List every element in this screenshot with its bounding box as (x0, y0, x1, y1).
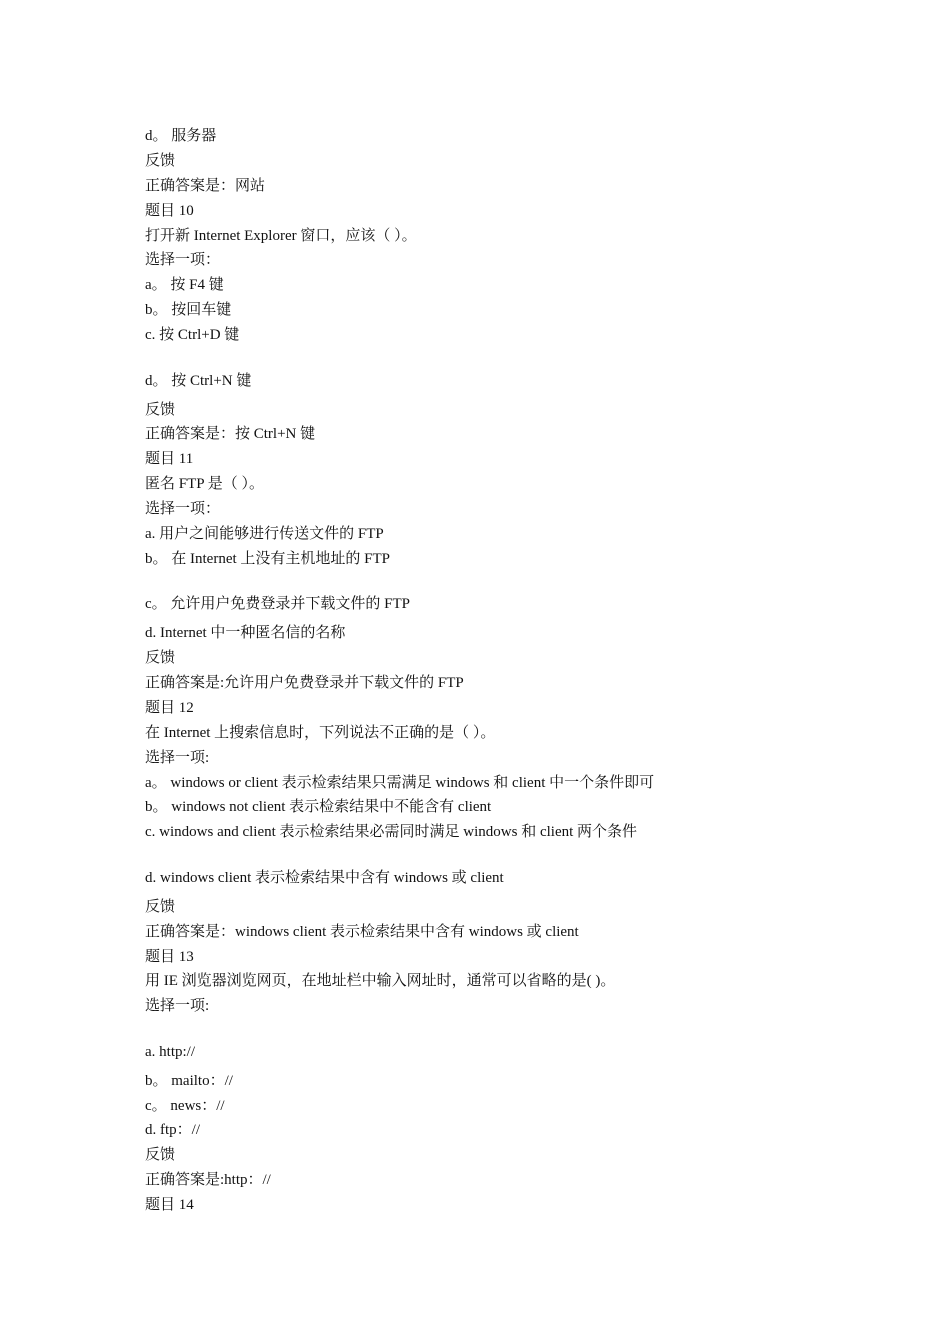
question-number: 题目 11 (145, 451, 194, 468)
feedback-label: 反馈 (145, 1147, 176, 1164)
option-line: b。 mailto：// (145, 1072, 233, 1089)
choose-one-label: 选择一项: (145, 749, 210, 766)
choose-one-label: 选择一项： (145, 252, 221, 269)
option-line: c. 按 Ctrl+D 键 (145, 327, 240, 344)
question-text: 匿名 FTP 是（ ）。 (145, 476, 265, 493)
question-text: 在 Internet 上搜索信息时，下列说法不正确的是（ ）。 (145, 724, 496, 741)
feedback-label: 反馈 (145, 401, 176, 418)
option-line: c。 允许用户免费登录并下载文件的 FTP (145, 596, 411, 613)
document-body (145, 124, 845, 1218)
question-number: 题目 14 (145, 1197, 194, 1214)
feedback-label: 反馈 (145, 650, 176, 667)
correct-answer: 正确答案是:允许用户免费登录并下载文件的 FTP (145, 675, 464, 691)
question-text: 用 IE 浏览器浏览网页，在地址栏中输入网址时，通常可以省略的是( )。 (145, 973, 616, 990)
option-line: a。 windows or client 表示检索结果只需满足 windows 和 client 中一个条件即可 (145, 774, 655, 791)
option-line: d。 服务器 (145, 128, 217, 144)
question-text: 打开新 Internet Explorer 窗口，应该（ ）。 (145, 227, 417, 244)
option-line: c。 news：// (145, 1097, 225, 1114)
feedback-label: 反馈 (145, 898, 176, 915)
option-line: d. ftp：// (145, 1122, 200, 1139)
correct-answer: 正确答案是：网站 (145, 177, 266, 194)
option-line: d. windows client 表示检索结果中含有 windows 或 client (145, 869, 504, 886)
option-line: b。 windows not client 表示检索结果中不能含有 client (145, 799, 492, 816)
question-number: 题目 13 (145, 948, 194, 965)
option-line: d. Internet 中一种匿名信的名称 (145, 625, 346, 642)
question-number: 题目 10 (145, 202, 194, 219)
choose-one-label: 选择一项: (145, 998, 210, 1015)
correct-answer: 正确答案是:http：// (145, 1172, 271, 1189)
option-line: d。 按 Ctrl+N 键 (145, 372, 252, 389)
option-line: b。 按回车键 (145, 302, 232, 319)
feedback-label: 反馈 (145, 152, 176, 169)
correct-answer: 正确答案是：windows client 表示检索结果中含有 windows 或 client (145, 923, 579, 940)
option-line: b。 在 Internet 上没有主机地址的 FTP (145, 550, 390, 567)
correct-answer: 正确答案是：按 Ctrl+N 键 (145, 426, 316, 443)
choose-one-label: 选择一项： (145, 501, 221, 518)
option-line: a。 按 F4 键 (145, 277, 224, 294)
option-line: a. http:// (145, 1043, 195, 1060)
option-line: a. 用户之间能够进行传送文件的 FTP (145, 525, 384, 542)
option-line: c. windows and client 表示检索结果必需同时满足 windows 和 client 两个条件 (145, 824, 638, 841)
question-number: 题目 12 (145, 699, 194, 716)
